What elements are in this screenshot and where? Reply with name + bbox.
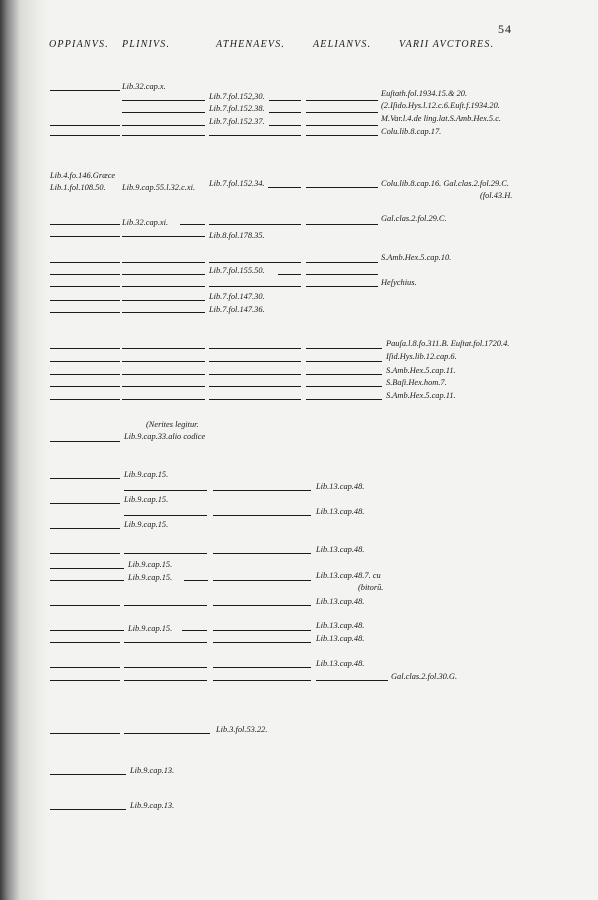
reference-entry: Lib.9.cap.15.: [128, 624, 173, 633]
reference-entry: Lib.1.fol.108.50.: [50, 183, 106, 192]
reference-entry: Lib.13.cap.48.: [316, 659, 365, 668]
table-rule: [50, 262, 120, 263]
table-rule: [278, 274, 301, 275]
table-rule: [50, 361, 120, 362]
reference-entry: Euſtath.fol.1934.15.& 20.: [381, 89, 468, 98]
table-rule: [122, 262, 205, 263]
reference-entry: Iſid.Hys.lib.12.cap.6.: [386, 352, 457, 361]
table-rule: [122, 300, 205, 301]
table-rule: [209, 135, 301, 136]
table-rule: [209, 224, 301, 225]
reference-entry: Lib.9.cap.15.: [128, 573, 173, 582]
reference-entry: (2.Iſido.Hys.l.12.c.6.Euſt.f.1934.20.: [381, 101, 500, 110]
table-rule: [213, 630, 311, 631]
table-rule: [316, 680, 388, 681]
table-rule: [50, 90, 120, 91]
table-rule: [50, 224, 120, 225]
table-rule: [50, 300, 120, 301]
table-rule: [50, 236, 120, 237]
table-rule: [209, 399, 301, 400]
table-rule: [50, 774, 126, 775]
table-rule: [50, 630, 124, 631]
table-rule: [122, 399, 205, 400]
table-rule: [50, 286, 120, 287]
book-gutter: [0, 0, 50, 900]
table-rule: [124, 490, 207, 491]
table-rule: [50, 733, 120, 734]
table-rule: [213, 680, 311, 681]
column-header: ATHENAEVS.: [216, 39, 286, 50]
table-rule: [50, 386, 120, 387]
reference-entry: Lib.7.fol.152,30.: [209, 92, 265, 101]
reference-entry: Lib.9.cap.15.: [124, 495, 169, 504]
table-rule: [122, 135, 205, 136]
reference-entry: (Nerites legitur.: [146, 420, 199, 429]
table-rule: [180, 224, 205, 225]
reference-entry: Lib.3.fol.53.22.: [216, 725, 268, 734]
column-header: OPPIANVS.: [49, 39, 109, 50]
table-rule: [213, 580, 311, 581]
table-rule: [213, 553, 311, 554]
reference-entry: Gal.clas.2.fol.30.G.: [391, 672, 458, 681]
reference-entry: Lib.7.fol.147.30.: [209, 292, 265, 301]
table-rule: [50, 478, 120, 479]
table-rule: [306, 399, 382, 400]
table-rule: [209, 262, 301, 263]
reference-entry: Lib.9.cap.15.: [128, 560, 173, 569]
table-rule: [50, 399, 120, 400]
reference-entry: Lib.32.cap.xi.: [122, 218, 169, 227]
table-rule: [268, 187, 301, 188]
table-rule: [50, 568, 124, 569]
reference-entry: Lib.9.cap.13.: [130, 766, 175, 775]
table-rule: [209, 386, 301, 387]
table-rule: [50, 642, 120, 643]
table-rule: [122, 236, 205, 237]
reference-entry: Lib.13.cap.48.: [316, 482, 365, 491]
table-rule: [213, 605, 311, 606]
table-rule: [306, 374, 382, 375]
table-rule: [306, 125, 378, 126]
table-rule: [50, 125, 120, 126]
table-rule: [50, 274, 120, 275]
table-rule: [50, 348, 120, 349]
reference-entry: Gal.clas.2.fol.29.C.: [381, 214, 447, 223]
table-rule: [50, 553, 120, 554]
table-rule: [213, 490, 311, 491]
table-rule: [122, 274, 205, 275]
column-header: VARII AVCTORES.: [399, 39, 495, 50]
reference-entry: Lib.13.cap.48.: [316, 634, 365, 643]
page-number: 54: [498, 22, 512, 36]
reference-entry: Lib.9.cap.13.: [130, 801, 175, 810]
table-rule: [50, 580, 124, 581]
table-rule: [122, 100, 205, 101]
reference-entry: Lib.9.cap.15.: [124, 520, 169, 529]
reference-entry: M.Var.l.4.de ling.lat.S.Amb.Hex.5.c.: [381, 114, 502, 123]
table-rule: [306, 224, 378, 225]
table-rule: [306, 386, 382, 387]
table-rule: [122, 348, 205, 349]
table-rule: [50, 605, 120, 606]
table-rule: [50, 667, 120, 668]
table-rule: [122, 286, 205, 287]
table-rule: [124, 515, 207, 516]
table-rule: [269, 125, 301, 126]
table-rule: [213, 642, 311, 643]
table-rule: [122, 125, 205, 126]
reference-entry: Pauſa.l.8.fo.311.B. Euſtat.fol.1720.4.: [386, 339, 510, 348]
reference-entry: Lib.4.fo.146.Græce: [50, 171, 116, 180]
reference-entry: Lib.13.cap.48.: [316, 545, 365, 554]
table-rule: [124, 667, 207, 668]
table-rule: [306, 100, 378, 101]
reference-entry: Lib.13.cap.48.: [316, 507, 365, 516]
table-rule: [306, 274, 378, 275]
reference-entry: (fol.43.H.: [480, 191, 513, 200]
table-rule: [182, 630, 207, 631]
table-rule: [50, 135, 120, 136]
reference-entry: Lib.8.fol.178.35.: [209, 231, 265, 240]
table-rule: [184, 580, 208, 581]
table-rule: [209, 286, 301, 287]
reference-entry: Lib.13.cap.48.: [316, 597, 365, 606]
column-header: PLINIVS.: [122, 39, 171, 50]
table-rule: [124, 642, 207, 643]
table-rule: [306, 112, 378, 113]
reference-entry: Lib.9.cap.55.l.32.c.xi.: [122, 183, 196, 192]
reference-entry: Lib.7.fol.147.36.: [209, 305, 265, 314]
table-rule: [306, 262, 378, 263]
table-rule: [124, 553, 207, 554]
table-rule: [50, 374, 120, 375]
table-rule: [209, 348, 301, 349]
reference-entry: Lib.32.cap.x.: [122, 82, 166, 91]
reference-entry: Lib.9.cap.33.alio codice: [124, 432, 206, 441]
column-header: AELIANVS.: [313, 39, 372, 50]
reference-entry: S.Amb.Hex.5.cap.11.: [386, 391, 456, 400]
table-rule: [122, 386, 205, 387]
table-rule: [306, 361, 382, 362]
table-rule: [213, 515, 311, 516]
table-rule: [50, 312, 120, 313]
reference-entry: S.Baſi.Hex.hom.7.: [386, 378, 447, 387]
table-rule: [124, 605, 207, 606]
table-rule: [306, 135, 378, 136]
table-rule: [122, 374, 205, 375]
table-rule: [306, 348, 382, 349]
reference-entry: S.Amb.Hex.5.cap.11.: [386, 366, 456, 375]
reference-entry: Lib.9.cap.15.: [124, 470, 169, 479]
table-rule: [124, 680, 207, 681]
table-rule: [50, 503, 120, 504]
table-rule: [124, 733, 210, 734]
table-rule: [269, 100, 301, 101]
reference-entry: Lib.13.cap.48.: [316, 621, 365, 630]
table-rule: [50, 528, 120, 529]
table-rule: [122, 312, 205, 313]
table-rule: [122, 112, 205, 113]
table-rule: [269, 112, 301, 113]
table-rule: [209, 374, 301, 375]
reference-entry: Colu.lib.8.cap.16. Gal.clas.2.fol.29.C.: [381, 179, 509, 188]
table-rule: [50, 809, 126, 810]
table-rule: [50, 441, 120, 442]
reference-entry: Lib.7.fol.155.50.: [209, 266, 265, 275]
reference-entry: S.Amb.Hex.5.cap.10.: [381, 253, 452, 262]
reference-entry: Heſychius.: [381, 278, 417, 287]
table-rule: [213, 667, 311, 668]
table-rule: [306, 286, 378, 287]
table-rule: [209, 361, 301, 362]
reference-entry: Lib.13.cap.48.7. cu: [316, 571, 381, 580]
reference-entry: Lib.7.fol.152.38.: [209, 104, 265, 113]
reference-entry: Colu.lib.8.cap.17.: [381, 127, 442, 136]
reference-entry: Lib.7.fol.152.37.: [209, 117, 265, 126]
reference-entry: (bitorū.: [358, 583, 384, 592]
table-rule: [50, 680, 120, 681]
table-rule: [122, 361, 205, 362]
table-rule: [306, 187, 378, 188]
reference-entry: Lib.7.fol.152.34.: [209, 179, 265, 188]
